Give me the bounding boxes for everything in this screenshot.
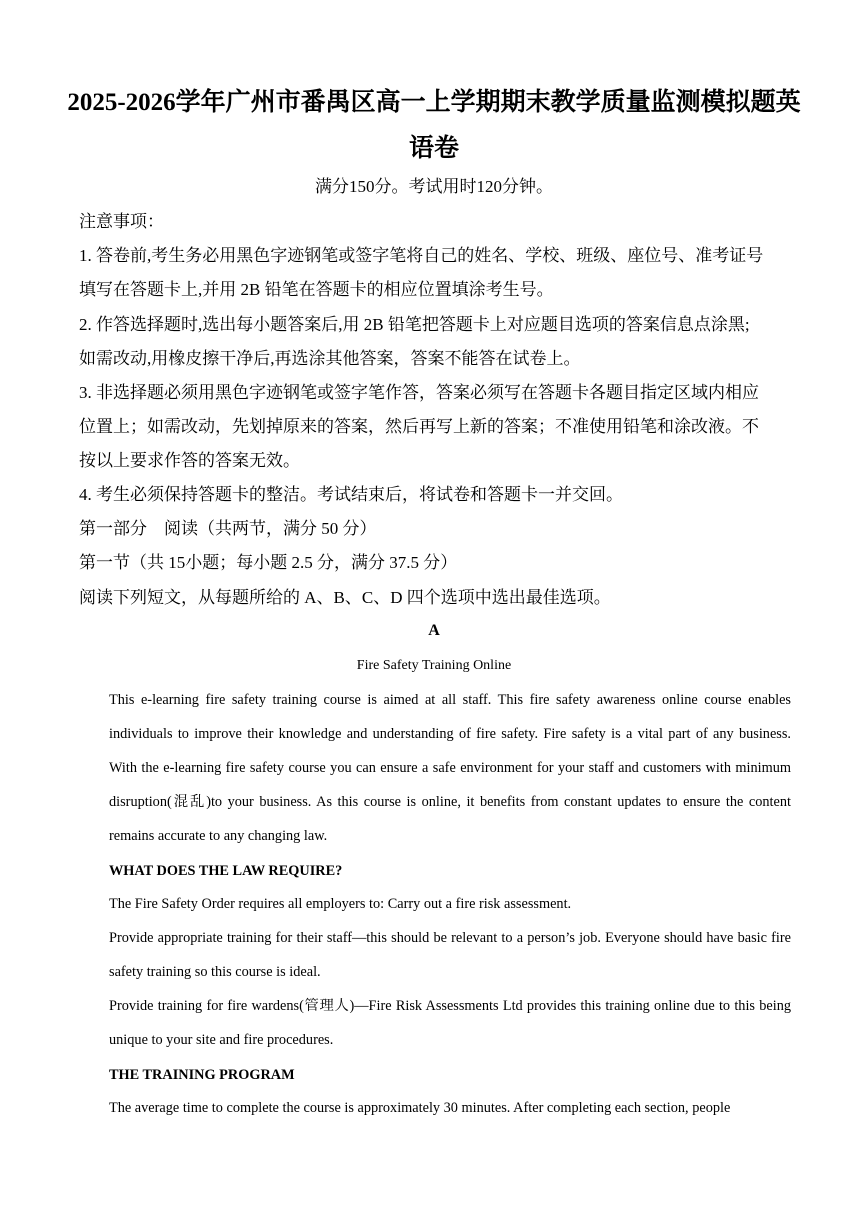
reading-instruction: 阅读下列短文，从每题所给的 A、B、C、D 四个选项中选出最佳选项。	[79, 588, 611, 607]
notice-heading: 注意事项：	[79, 212, 164, 231]
notice-2-line-b: 如需改动,用橡皮擦干净后,再选涂其他答案，答案不能答在试卷上。	[79, 349, 581, 368]
score-info: 满分150分。考试用时120分钟。	[315, 177, 553, 196]
paragraph-text: This e-learning fire safety training course is aimed at all staff. This fire safety awareness online course enables individuals to improve their knowledge and understanding of fire safety. Fire safety is a vital part of any business. With the e-learning fire safety course you can ensure a safe environment for your staff and customers with minimum disruption(混乱)to your business. As this course is online, it benefits from constant updates to ensure the content remains accurate to any changing law.	[109, 692, 791, 844]
passage-paragraph-1	[79, 683, 791, 853]
part-heading: 第一部分 阅读（共两节，满分 50 分）	[79, 519, 377, 538]
passage-label: A	[428, 622, 440, 639]
notice-3-line-c: 按以上要求作答的答案无效。	[79, 451, 300, 470]
notice-2-line-a: 2. 作答选择题时,选出每小题答案后,用 2B 铅笔把答题卡上对应题目选项的答案信息点涂黑;	[79, 315, 750, 334]
exam-title-line1: 2025-2026学年广州市番禺区高一上学期期末教学质量监测模拟题英	[67, 89, 801, 116]
passage-paragraph-2	[79, 887, 791, 921]
notice-3-line-a: 3. 非选择题必须用黑色字迹钢笔或签字笔作答，答案必须写在答题卡各题目指定区域内相应	[79, 383, 759, 402]
notice-1-line-b: 填写在答题卡上,并用 2B 铅笔在答题卡的相应位置填涂考生号。	[79, 280, 554, 299]
passage-title: Fire Safety Training Online	[356, 658, 512, 673]
exam-title-line2: 语卷	[408, 135, 459, 162]
paragraph-text: The Fire Safety Order requires all employers to: Carry out a fire risk assessment.	[109, 896, 572, 912]
notice-3-line-b: 位置上；如需改动，先划掉原来的答案，然后再写上新的答案；不准使用铅笔和涂改液。不	[79, 417, 759, 436]
notice-1-line-a: 1. 答卷前,考生务必用黑色字迹钢笔或签字笔将自己的姓名、学校、班级、座位号、准考证号	[79, 246, 764, 265]
section-heading: 第一节（共 15小题；每小题 2.5 分，满分 37.5 分）	[79, 553, 458, 572]
passage-paragraph-5	[79, 1091, 791, 1125]
passage-paragraph-3	[79, 921, 791, 989]
paragraph-text: Provide training for fire wardens(管理人)—Fire Risk Assessments Ltd provides this training online due to this being unique to your site and fire procedures.	[109, 998, 791, 1048]
section-heading-program: THE TRAINING PROGRAM	[109, 1067, 295, 1083]
section-heading-law: WHAT DOES THE LAW REQUIRE?	[109, 863, 343, 879]
paragraph-text: The average time to complete the course is approximately 30 minutes. After completing each section, people	[109, 1100, 731, 1116]
passage-paragraph-4	[79, 989, 791, 1057]
paragraph-text: Provide appropriate training for their staff—this should be relevant to a person’s job. Everyone should have basic fire safety training so this course is ideal.	[109, 930, 791, 980]
notice-4: 4. 考生必须保持答题卡的整洁。考试结束后，将试卷和答题卡一并交回。	[79, 485, 623, 504]
